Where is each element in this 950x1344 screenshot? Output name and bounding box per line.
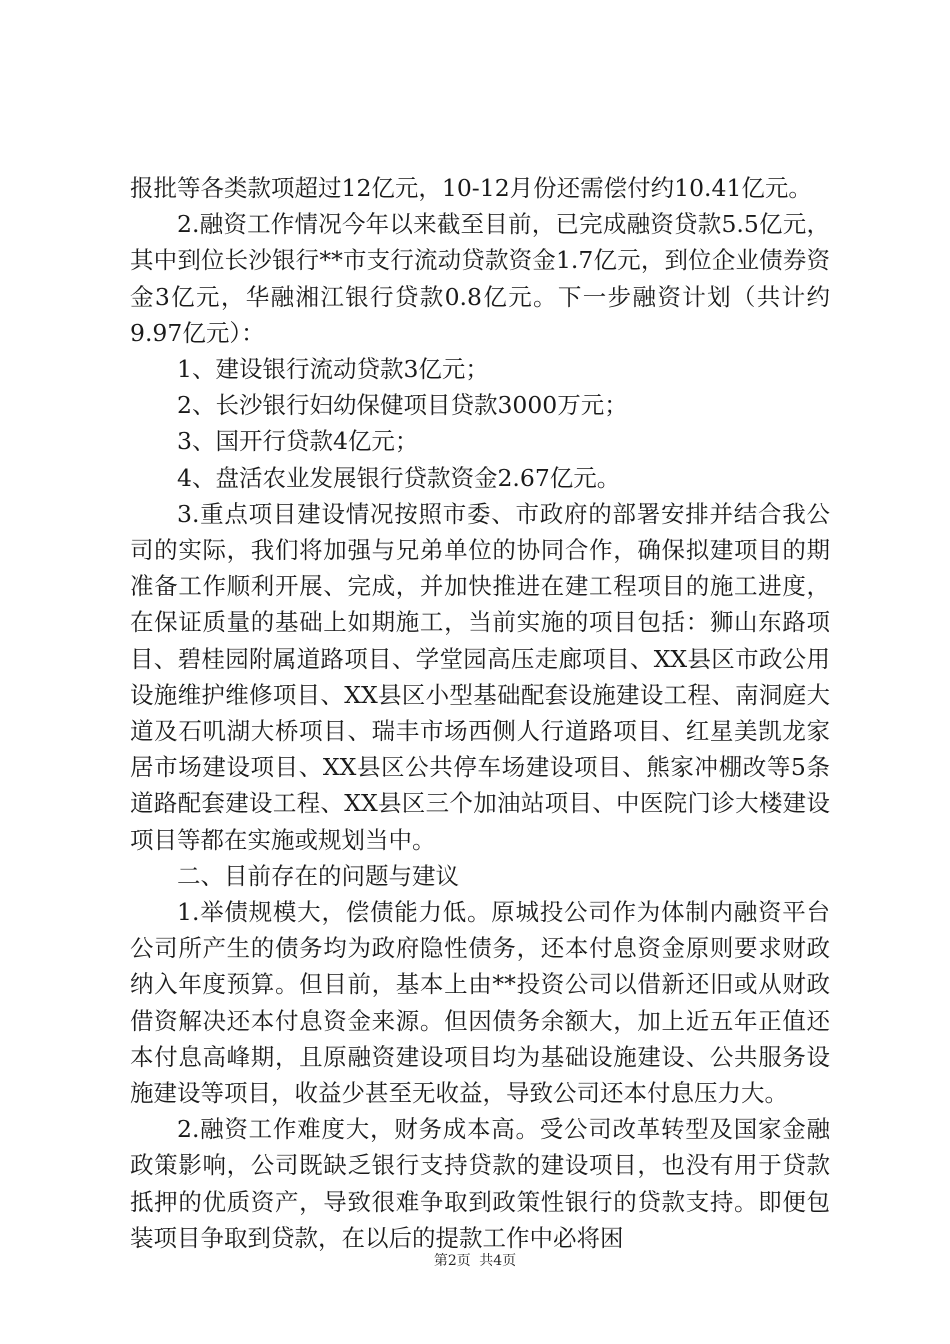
page-total: 共4页 [479,1253,517,1269]
document-body [130,170,830,1256]
page-footer [0,1250,950,1270]
list-item-1: 1、建设银行流动贷款3亿元； [177,355,489,384]
paragraph-5: 2.融资工作难度大，财务成本高。受公司改革转型及国家金融政策影响，公司既缺乏银行支持贷款的建设项目，也没有用于贷款抵押的优质资产，导致很难争取到政策性银行的贷款支持。即便包装项目争取到贷款，在以后的提款工作中必将困 [130,1115,830,1252]
paragraph-1: 报批等各类款项超过12亿元，10-12月份还需偿付约10.41亿元。 [130,174,812,202]
paragraph-2: 2.融资工作情况今年以来截至目前，已完成融资贷款5.5亿元，其中到位长沙银行**市支行流动贷款资金1.7亿元，到位企业债券资金3亿元，华融湘江银行贷款0.8亿元。下一步融资计划（共计约9.97亿元）： [130,210,830,347]
section-heading: 二、目前存在的问题与建议 [177,861,459,890]
list-item-2: 2、长沙银行妇幼保健项目贷款3000万元； [177,391,628,420]
paragraph-4: 1.举债规模大，偿债能力低。原城投公司作为体制内融资平台公司所产生的债务均为政府隐性债务，还本付息资金原则要求财政纳入年度预算。但目前，基本上由**投资公司以借新还旧或从财政借资解决还本付息资金来源。但因债务余额大，加上近五年正值还本付息高峰期，且原融资建设项目均为基础设施建设、公共服务设施建设等项目，收益少甚至无收益，导致公司还本付息压力大。 [130,898,830,1108]
page-number: 第2页 [433,1253,471,1269]
paragraph-3: 3.重点项目建设情况按照市委、市政府的部署安排并结合我公司的实际，我们将加强与兄弟单位的协同合作，确保拟建项目的期准备工作顺利开展、完成，并加快推进在建工程项目的施工进度，在保证质量的基础上如期施工，当前实施的项目包括：狮山东路项目、碧桂园附属道路项目、学堂园高压走廊项目、XX县区市政公用设施维护维修项目、XX县区小型基础配套设施建设工程、南洞庭大道及石叽湖大桥项目、瑞丰市场西侧人行道路项目、红星美凯龙家居市场建设项目、XX县区公共停车场建设项目、熊家冲棚改等5条道路配套建设工程、XX县区三个加油站项目、中医院门诊大楼建设项目等都在实施或规划当中。 [130,499,830,854]
list-item-4: 4、盘活农业发展银行贷款资金2.67亿元。 [177,463,621,492]
list-item-3: 3、国开行贷款4亿元； [177,427,419,456]
